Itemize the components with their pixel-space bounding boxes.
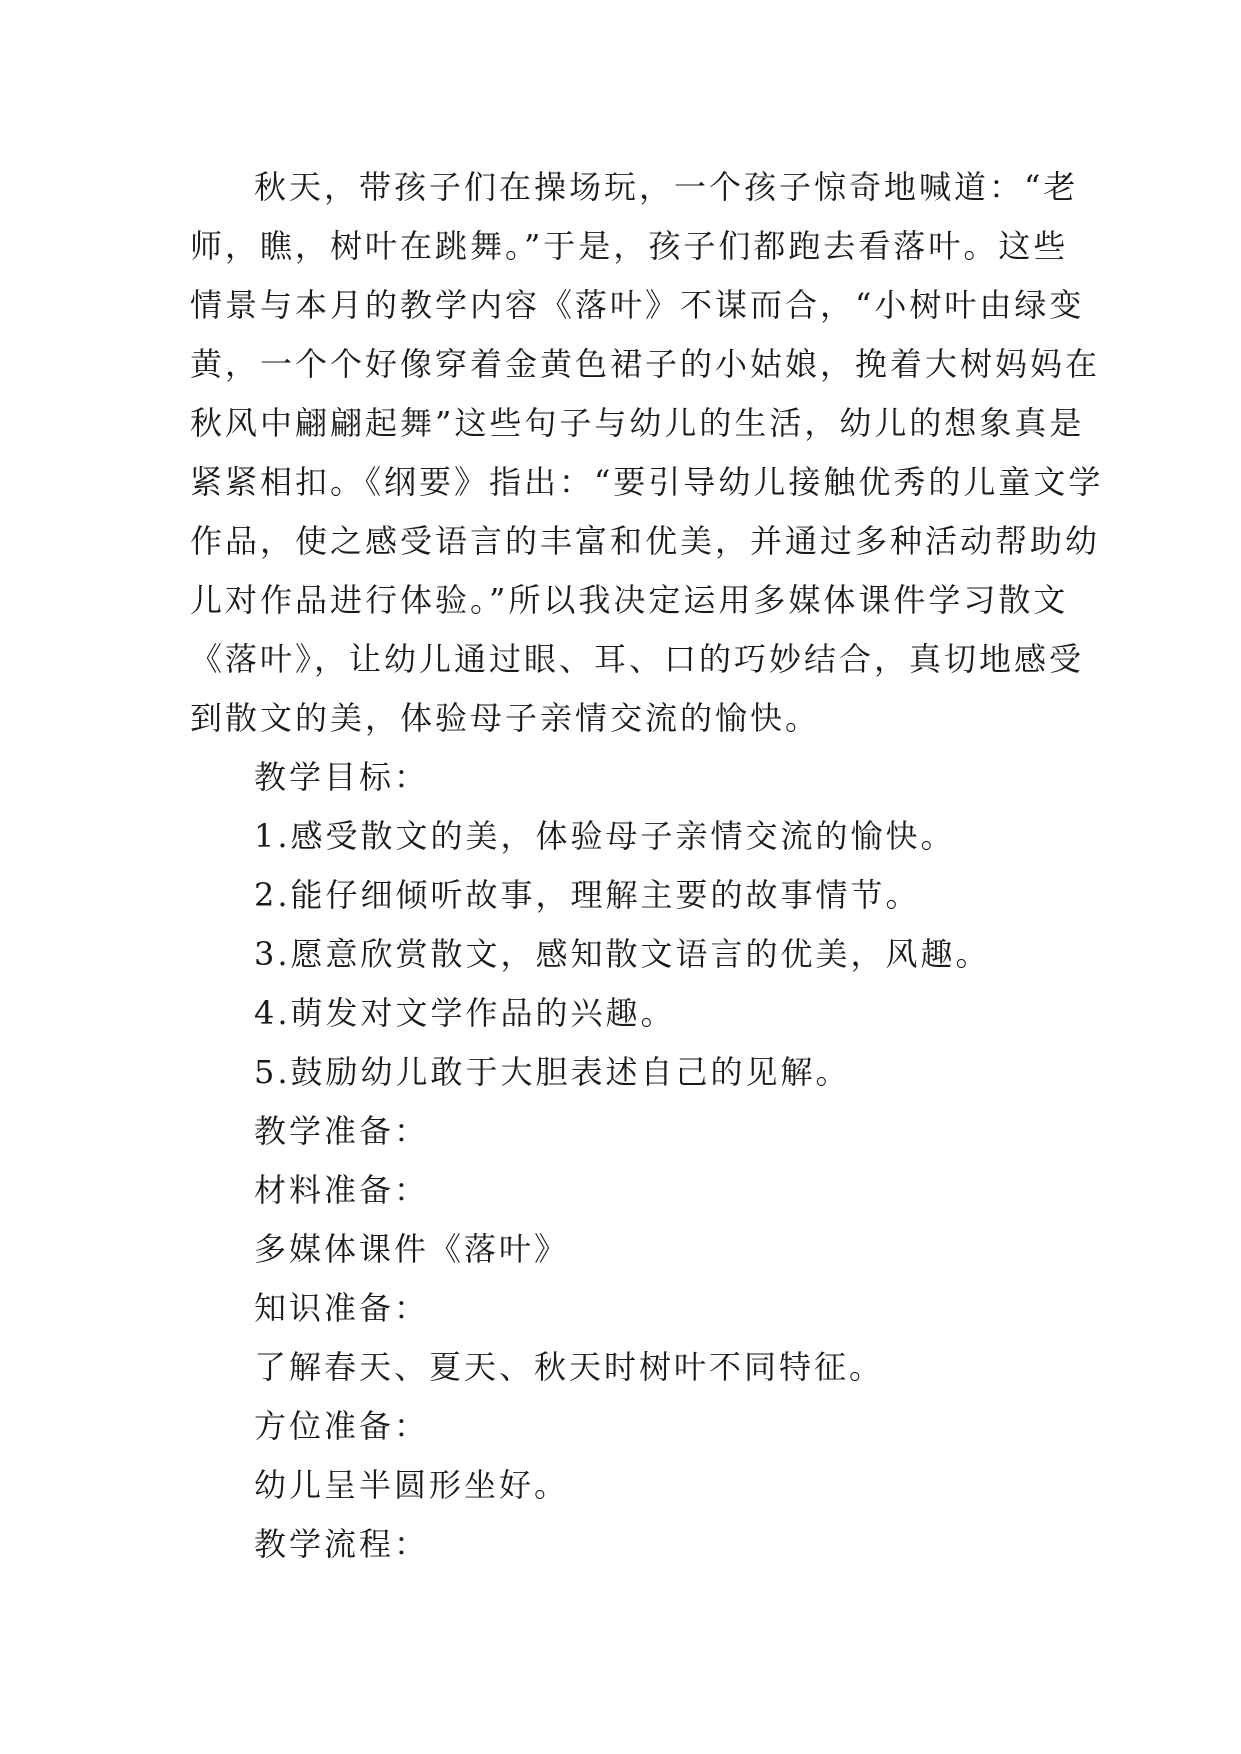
goals-heading: 教学目标： — [254, 758, 430, 796]
position-heading: 方位准备： — [254, 1407, 430, 1445]
knowledge-text: 了解春天、夏天、秋天时树叶不同特征。 — [254, 1348, 885, 1386]
material-text: 多媒体课件《落叶》 — [254, 1230, 570, 1268]
intro-line: 《落叶》，让幼儿通过眼、耳、口的巧妙结合，真切地感受 — [190, 640, 1085, 678]
goal-item: 2.能仔细倾听故事，理解主要的故事情节。 — [254, 876, 921, 914]
intro-line: 秋风中翩翩起舞”这些句子与幼儿的生活，幼儿的想象真是 — [190, 404, 1085, 442]
position-text: 幼儿呈半圆形坐好。 — [254, 1466, 570, 1504]
goal-item: 1.感受散文的美，体验母子亲情交流的愉快。 — [254, 817, 956, 855]
intro-line: 情景与本月的教学内容《落叶》不谋而合，“小树叶由绿变 — [190, 286, 1085, 324]
intro-paragraph — [190, 158, 1104, 748]
intro-line: 黄，一个个好像穿着金黄色裙子的小姑娘，挽着大树妈妈在 — [190, 345, 1101, 383]
document-body — [190, 158, 1104, 1574]
goal-item: 3.愿意欣赏散文，感知散文语言的优美，风趣。 — [254, 935, 991, 973]
intro-line: 秋天，带孩子们在操场玩，一个孩子惊奇地喊道：“老 — [254, 168, 1079, 206]
intro-line: 到散文的美，体验母子亲情交流的愉快。 — [190, 699, 821, 737]
intro-line: 儿对作品进行体验。”所以我决定运用多媒体课件学习散文 — [190, 581, 1069, 619]
process-heading: 教学流程： — [254, 1525, 430, 1563]
intro-line: 师，瞧，树叶在跳舞。”于是，孩子们都跑去看落叶。这些 — [190, 227, 1069, 265]
intro-line: 紧紧相扣。《纲要》指出：“要引导幼儿接触优秀的儿童文学 — [190, 463, 1104, 501]
goal-item: 4.萌发对文学作品的兴趣。 — [254, 994, 676, 1032]
goal-item: 5.鼓励幼儿敢于大胆表述自己的见解。 — [254, 1053, 851, 1091]
prep-heading: 教学准备： — [254, 1112, 430, 1150]
material-heading: 材料准备： — [254, 1171, 430, 1209]
intro-line: 作品，使之感受语言的丰富和优美，并通过多种活动帮助幼 — [190, 522, 1101, 560]
knowledge-heading: 知识准备： — [254, 1289, 430, 1327]
